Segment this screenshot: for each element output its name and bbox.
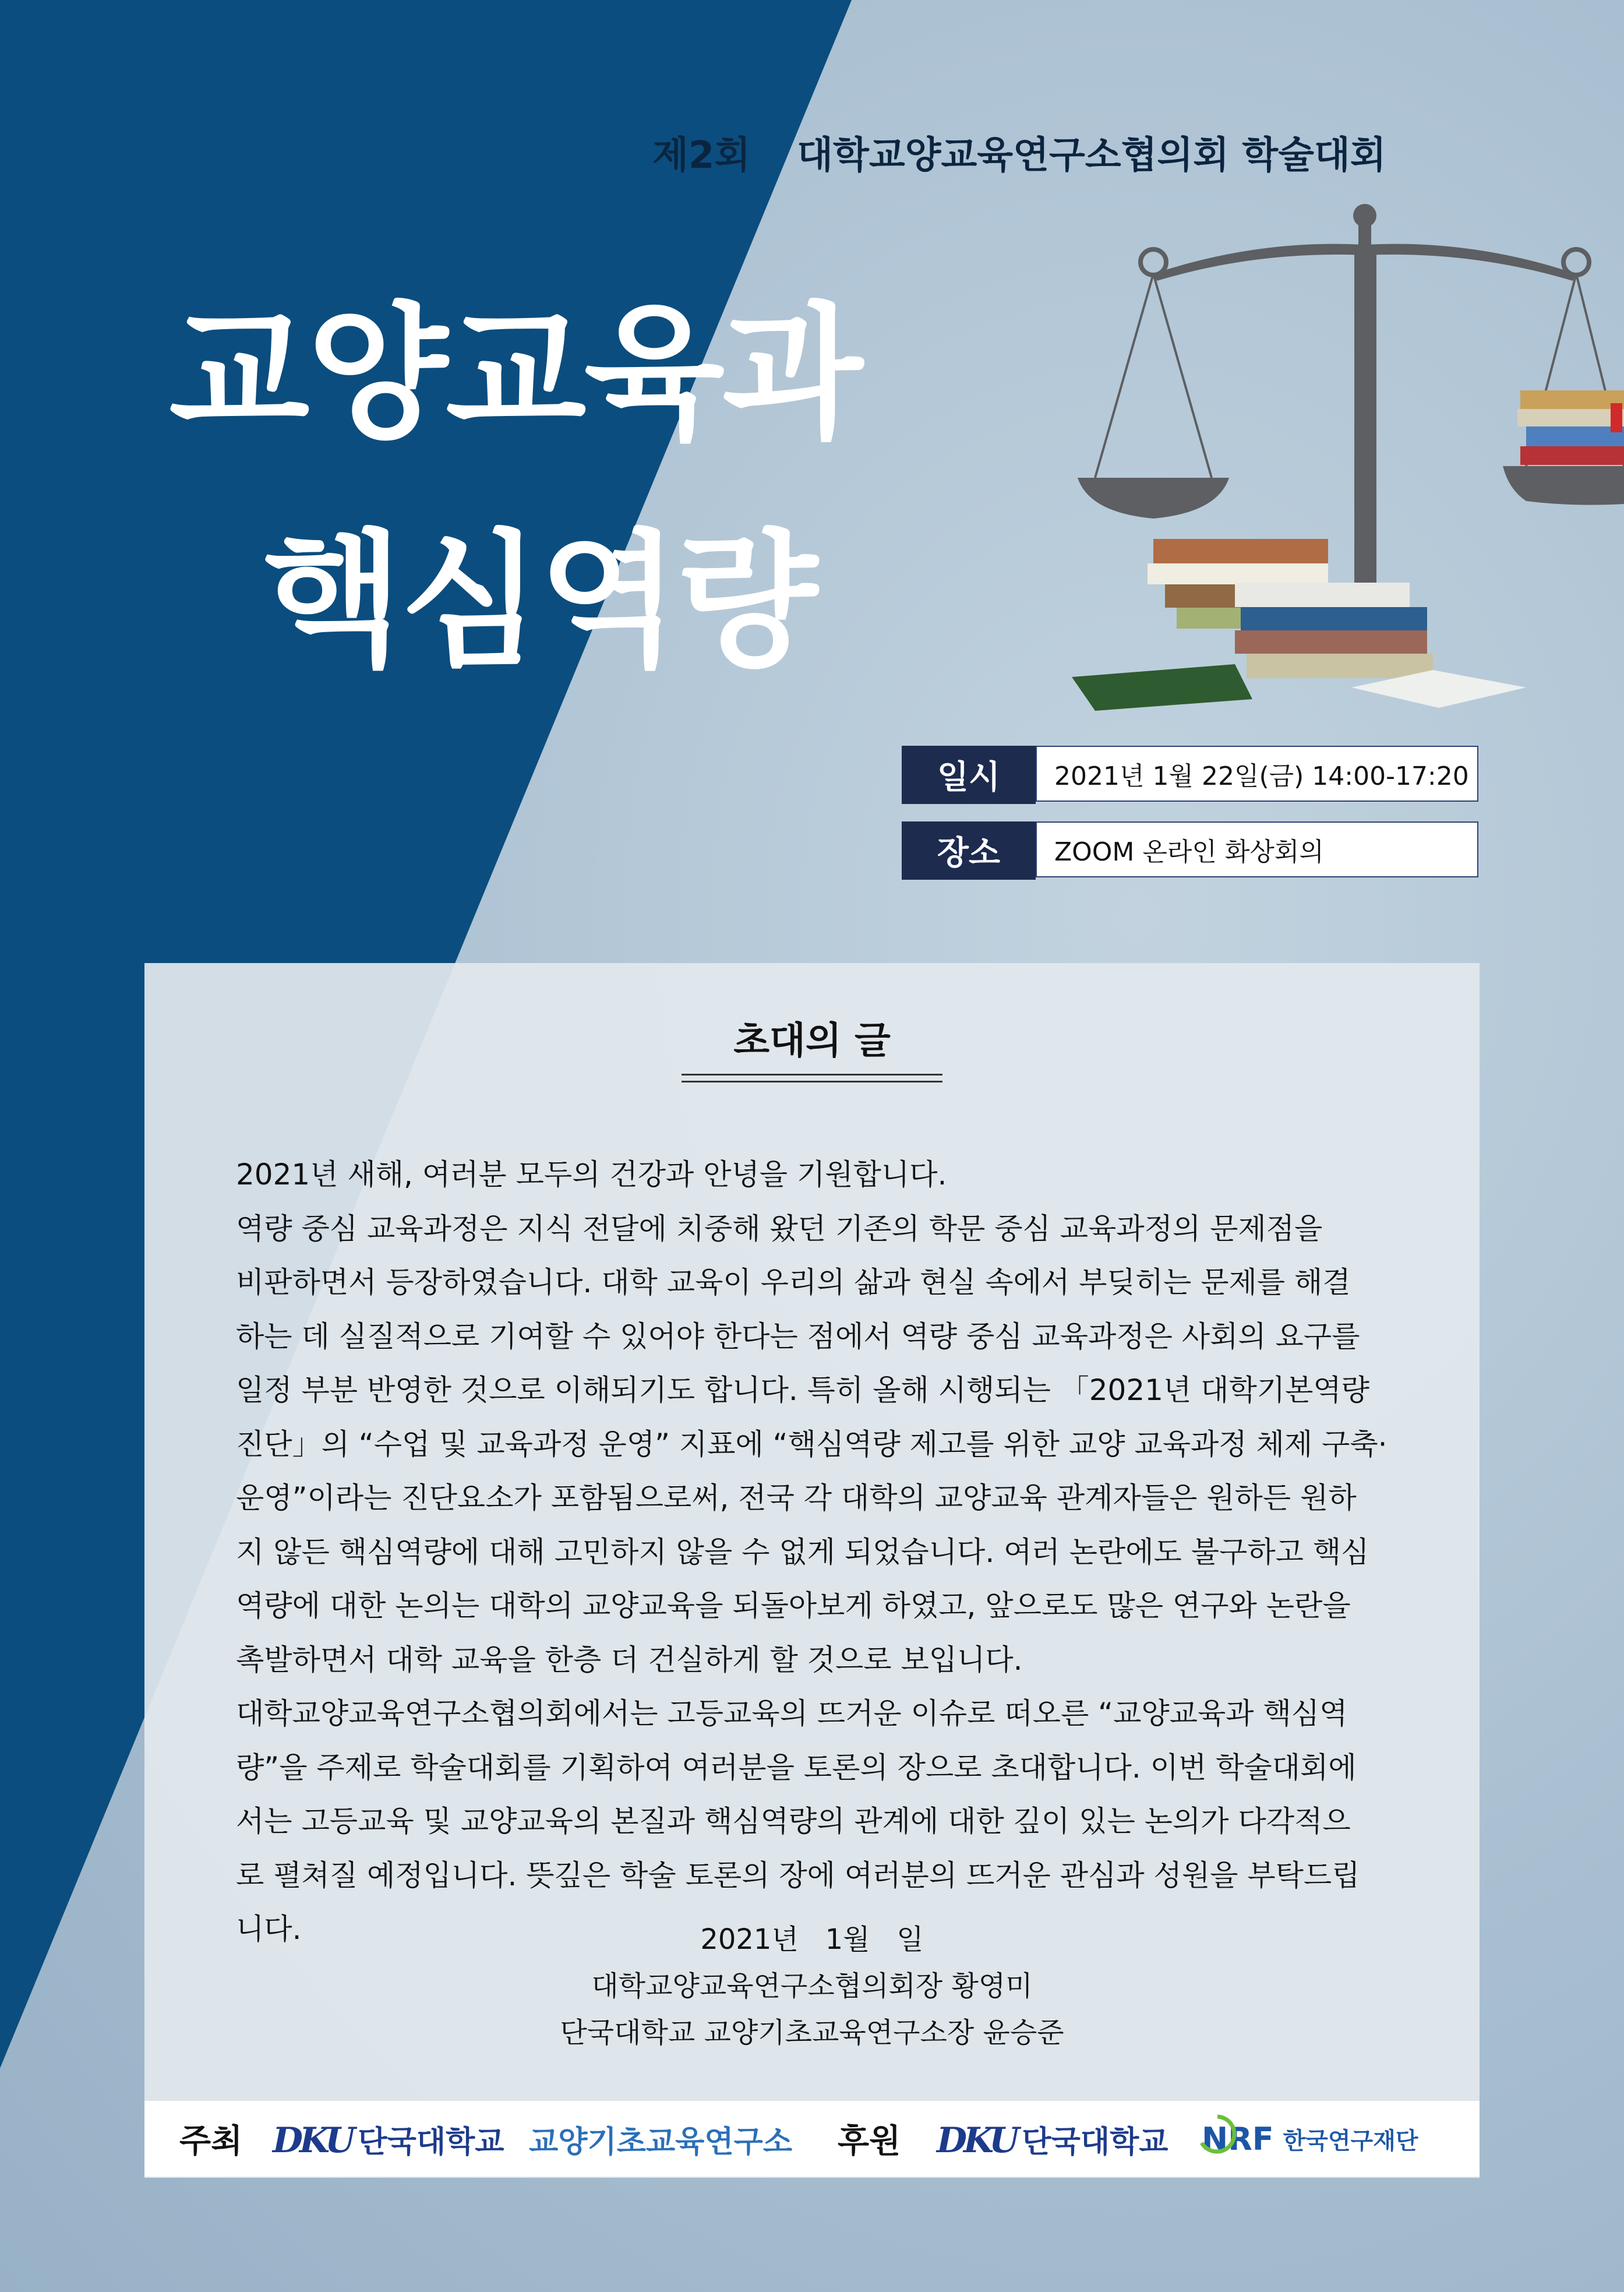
body-line: 니다.	[236, 1912, 302, 1946]
invitation-date: 2021년 1월 일	[700, 1923, 924, 1956]
info-row-datetime	[902, 746, 1478, 804]
invitation-title: 초대의 글	[733, 1020, 891, 1063]
scale-and-books-illustration	[1060, 186, 1624, 734]
signer-1: 대학교양교육연구소협의회장 황영미	[591, 1970, 1033, 2002]
dku-logo-mark: DKU	[273, 2120, 352, 2161]
signer-2: 단국대학교 교양기초교육연구소장 윤승준	[560, 2016, 1064, 2049]
title-underline-bottom	[682, 1081, 942, 1082]
info-label-venue: 장소	[902, 821, 1036, 880]
body-line: 로 펼쳐질 예정입니다. 뜻깊은 학술 토론의 장에 여러분의 뜨거운 관심과 성원을 부탁드립	[236, 1858, 1360, 1892]
dku-logo-sponsor	[937, 2117, 1168, 2161]
dku-logo-host	[273, 2117, 504, 2161]
nrf-logo-name: 한국연구재단	[1283, 2127, 1418, 2155]
body-line: 운영”이라는 진단요소가 포함됨으로써, 전국 각 대학의 교양교육 관계자들은 원하든 원하	[236, 1481, 1357, 1515]
info-value-datetime: 2021년 1월 22일(금) 14:00-17:20	[1036, 746, 1478, 802]
body-line: 진단」의 “수업 및 교육과정 운영” 지표에 “핵심역량 제고를 위한 교양 교육과정 체제 구축·	[236, 1427, 1388, 1461]
body-line: 량”을 주제로 학술대회를 기획하여 여러분을 토론의 장으로 초대합니다. 이번 학술대회에	[236, 1750, 1357, 1785]
body-line: 2021년 새해, 여러분 모두의 건강과 안녕을 기원합니다.	[236, 1158, 947, 1191]
body-line: 촉발하면서 대학 교육을 한층 더 건실하게 할 것으로 보입니다.	[236, 1642, 1023, 1677]
dku-logo-name: 단국대학교	[358, 2124, 504, 2160]
event-subtitle	[652, 125, 1526, 179]
body-line: 비판하면서 등장하였습니다. 대학 교육이 우리의 삶과 현실 속에서 부딪히는 문제를 해결	[236, 1265, 1351, 1299]
nrf-logo-mark: NRF	[1202, 2120, 1274, 2157]
nrf-logo	[1202, 2121, 1418, 2157]
main-title-line2: 핵심역량	[262, 516, 815, 686]
info-label-datetime: 일시	[902, 746, 1036, 804]
body-line: 지 않든 핵심역량에 대해 고민하지 않을 수 없게 되었습니다. 여러 논란에도 불구하고 핵심	[236, 1535, 1369, 1569]
info-row-venue	[902, 821, 1478, 880]
host-label: 주최	[179, 2122, 243, 2160]
body-line: 대학교양교육연구소협의회에서는 고등교육의 뜨거운 이슈로 떠오른 “교양교육과 핵심역	[236, 1697, 1348, 1730]
body-line: 일정 부분 반영한 것으로 이해되기도 합니다. 특히 올해 시행되는 「2021년 대학기본역량	[236, 1373, 1369, 1407]
main-title-line1: 교양교육과	[169, 289, 861, 459]
dku-logo-name: 단국대학교	[1022, 2124, 1168, 2160]
sponsor-label: 후원	[838, 2122, 901, 2160]
nrf-swoosh-icon	[1197, 2114, 1238, 2155]
institute-name: 교양기초교육연구소	[529, 2124, 793, 2160]
body-line: 하는 데 실질적으로 기여할 수 있어야 한다는 점에서 역량 중심 교육과정은 사회의 요구를	[236, 1319, 1360, 1353]
title-underline-top	[682, 1074, 942, 1076]
body-line: 역량 중심 교육과정은 지식 전달에 치중해 왔던 기존의 학문 중심 교육과정의 문제점을	[236, 1211, 1323, 1246]
edition-label: 제2회	[652, 134, 751, 177]
dku-logo-mark: DKU	[937, 2120, 1016, 2161]
body-line: 역량에 대한 논의는 대학의 교양교육을 되돌아보게 하였고, 앞으로도 많은 연구와 논란을	[236, 1589, 1351, 1623]
invitation-body	[236, 1148, 1388, 1956]
body-line: 서는 고등교육 및 교양교육의 본질과 핵심역량의 관계에 대한 깊이 있는 논의가 다각적으	[236, 1804, 1351, 1838]
info-value-venue: ZOOM 온라인 화상회의	[1036, 821, 1478, 877]
organizer-footer	[144, 2101, 1480, 2177]
event-name: 대학교양교육연구소협의회 학술대회	[797, 134, 1386, 177]
